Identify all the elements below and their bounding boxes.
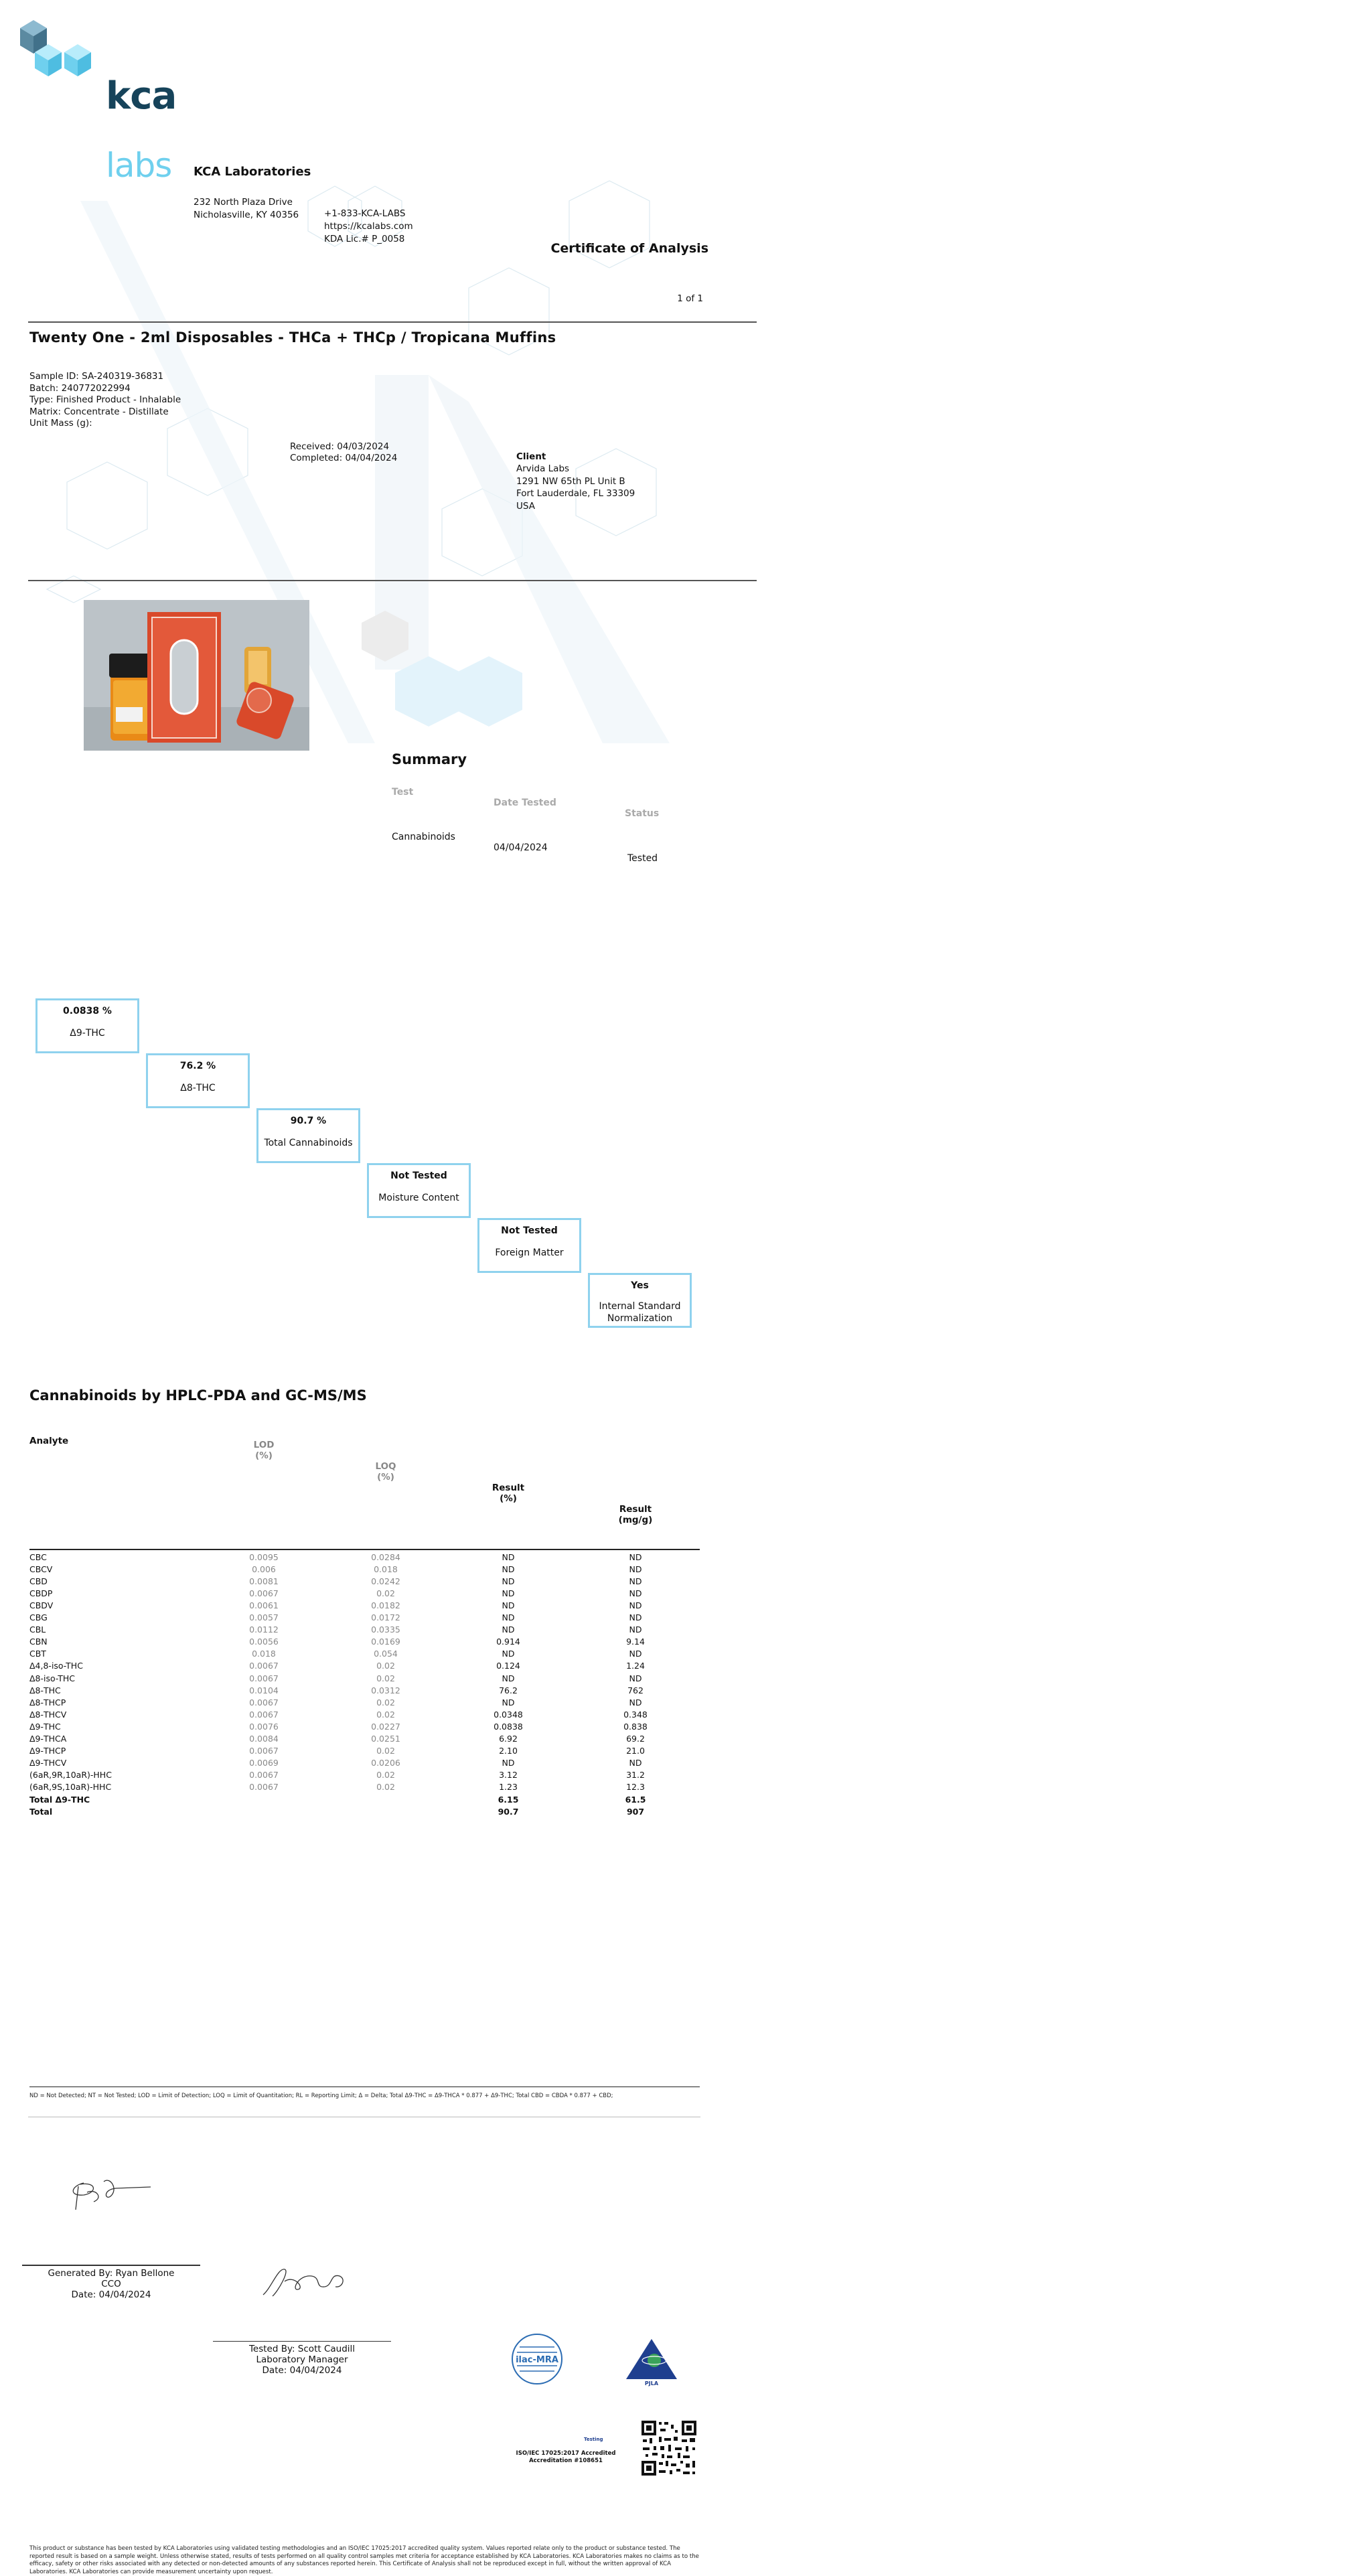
cell-loq: 0.02: [376, 1770, 395, 1781]
info-divider: [28, 580, 757, 581]
cell-result-pct: ND: [502, 1612, 515, 1622]
cell-result-pct: 3.12: [499, 1770, 518, 1781]
signature-date: Date: 04/04/2024: [262, 2365, 342, 2376]
highlight-box: [256, 1108, 360, 1163]
pjla-text: PJLA: [645, 2380, 659, 2386]
cell-result-mg: ND: [629, 1576, 642, 1586]
ilac-mra-text: ilac-MRA: [516, 2355, 558, 2365]
summary-date: 04/04/2024: [494, 842, 548, 853]
cell-lod: 0.0084: [249, 1734, 279, 1744]
received-date: Received: 04/03/2024: [290, 441, 390, 452]
cell-loq: 0.0172: [371, 1612, 400, 1622]
cell-loq: 0.0169: [371, 1637, 400, 1647]
header-divider: [28, 321, 757, 323]
table-row: [29, 1733, 700, 1745]
client-line: 1291 NW 65th PL Unit B: [516, 475, 625, 487]
summary-header-date: Date Tested: [494, 798, 556, 808]
cell-result-pct: 0.124: [496, 1661, 520, 1671]
lab-license: KDA Lic.# P_0058: [324, 234, 405, 244]
highlight-box: [35, 998, 139, 1053]
table-row: [29, 1709, 700, 1721]
column-header-text: Result: [619, 1504, 652, 1515]
table-total-row: [29, 1794, 700, 1806]
accreditation-number: Accreditation #108651: [529, 2457, 603, 2464]
cell-lod: 0.0069: [249, 1758, 279, 1768]
cell-analyte: Total Δ9-THC: [29, 1794, 90, 1805]
cell-analyte: CBT: [29, 1649, 46, 1659]
table-row: [29, 1600, 700, 1612]
cell-lod: 0.0061: [249, 1600, 279, 1610]
highlight-label: Internal Standard Normalization: [599, 1301, 681, 1324]
cell-result-mg: 0.348: [623, 1709, 648, 1720]
signer-name: Tested By: Scott Caudill: [248, 2344, 356, 2354]
cell-lod: 0.0057: [249, 1612, 279, 1622]
cell-result-mg: ND: [629, 1600, 642, 1610]
cell-result-mg: ND: [629, 1649, 642, 1659]
lab-address-line: Nicholasville, KY 40356: [194, 210, 299, 220]
logo-wordmark-labs: labs: [106, 146, 172, 185]
product-photo: [84, 600, 309, 751]
table-row: [29, 1624, 700, 1636]
unit-mass: Unit Mass (g):: [29, 418, 92, 429]
cell-analyte: CBDV: [29, 1600, 54, 1610]
cell-lod: 0.0112: [249, 1624, 279, 1635]
cell-result-pct: ND: [502, 1624, 515, 1635]
client-line: Fort Lauderdale, FL 33309: [516, 488, 635, 499]
cell-result-pct: 6.15: [498, 1794, 519, 1805]
page-number: 1 of 1: [677, 293, 703, 304]
highlight-box: [367, 1163, 471, 1218]
column-header-loq: [352, 1461, 419, 1483]
pjla-subtext: Testing: [584, 2437, 603, 2442]
table-row: [29, 1697, 700, 1709]
document-title: Certificate of Analysis: [550, 241, 708, 256]
column-header-unit: (mg/g): [618, 1515, 653, 1525]
table-row: [29, 1612, 700, 1624]
cell-result-pct: 90.7: [498, 1806, 519, 1817]
cell-analyte: CBG: [29, 1612, 48, 1622]
legal-disclaimer: This product or substance has been tested by KCA Laboratories using validated testing methodologies and an ISO/IEC 17025:2017 accredited quality system. Values reported relate only to the product or substance tested. The reported result is based on a sample weight. Unless otherwise stated, results of tests performed on all quality control samples met criteria for acceptance established by KCA Laboratories. KCA Laboratories makes no claims as to the efficacy, safety or other risks associated with any detected or non-detected amounts of any substances reported herein. This Certificate of Analysis shall not be reproduced except in full, without the written approval of KCA Laboratories. KCA Laboratories can provide measurement uncertainty upon request.: [29, 2545, 699, 2575]
cell-lod: 0.0067: [249, 1709, 279, 1720]
table-row: [29, 1564, 700, 1576]
cell-result-mg: ND: [629, 1588, 642, 1598]
cell-lod: 0.006: [252, 1564, 276, 1574]
cell-analyte: CBL: [29, 1624, 46, 1635]
cell-result-mg: 69.2: [626, 1734, 645, 1744]
signer-title: CCO: [101, 2278, 121, 2289]
signature-ryan-bellone: [64, 2170, 157, 2216]
client-heading: Client: [516, 451, 546, 462]
cell-loq: 0.0206: [371, 1758, 400, 1768]
signature-date: Date: 04/04/2024: [71, 2289, 151, 2300]
logo-cubes-icon: [17, 16, 98, 78]
cell-analyte: Δ4,8-iso-THC: [29, 1661, 83, 1671]
highlight-value: Not Tested: [390, 1170, 447, 1181]
cell-result-pct: ND: [502, 1588, 515, 1598]
table-row: [29, 1757, 700, 1769]
highlight-value: 90.7 %: [290, 1116, 327, 1126]
cell-loq: 0.0251: [371, 1734, 400, 1744]
cell-lod: 0.0067: [249, 1697, 279, 1708]
cell-loq: 0.0284: [371, 1551, 400, 1562]
table-row: [29, 1781, 700, 1793]
highlight-label: Δ9-THC: [70, 1028, 105, 1039]
cell-analyte: Δ8-THCV: [29, 1709, 67, 1720]
table-row: [29, 1745, 700, 1757]
column-header-text: LOQ: [375, 1461, 396, 1472]
table-row: [29, 1648, 700, 1660]
cell-loq: 0.02: [376, 1697, 395, 1708]
qr-code-icon[interactable]: [640, 2419, 698, 2477]
lab-name: KCA Laboratories: [194, 165, 311, 179]
lab-address-line: 232 North Plaza Drive: [194, 197, 293, 208]
cell-lod: 0.0081: [249, 1576, 279, 1586]
cell-result-mg: 907: [626, 1806, 645, 1817]
cell-analyte: CBD: [29, 1576, 48, 1586]
sample-matrix: Matrix: Concentrate - Distillate: [29, 406, 169, 417]
cell-lod: 0.0104: [249, 1685, 279, 1695]
cell-result-mg: ND: [629, 1564, 642, 1574]
sample-type: Type: Finished Product - Inhalable: [29, 394, 181, 405]
signer-name: Generated By: Ryan Bellone: [48, 2267, 175, 2279]
cannabinoids-section-title: Cannabinoids by HPLC-PDA and GC-MS/MS: [29, 1387, 367, 1404]
cell-result-pct: ND: [502, 1697, 515, 1708]
batch: Batch: 240772022994: [29, 382, 131, 394]
summary-title: Summary: [392, 751, 467, 767]
cell-loq: 0.02: [376, 1782, 395, 1793]
column-header-unit: (%): [377, 1472, 394, 1483]
cell-result-pct: 0.0348: [494, 1709, 523, 1720]
cell-result-mg: ND: [629, 1673, 642, 1683]
column-header-unit: (%): [255, 1450, 273, 1461]
table-row: [29, 1685, 700, 1697]
signature-line: [213, 2341, 391, 2342]
cell-lod: 0.018: [252, 1649, 276, 1659]
cell-analyte: CBCV: [29, 1564, 53, 1574]
cell-result-mg: 1.24: [626, 1661, 645, 1671]
cell-lod: 0.0095: [249, 1551, 279, 1562]
highlight-box: [588, 1273, 692, 1328]
cell-result-mg: ND: [629, 1758, 642, 1768]
cell-lod: 0.0067: [249, 1673, 279, 1683]
table-row: [29, 1588, 700, 1600]
summary-status: Tested: [627, 853, 658, 864]
cell-result-mg: ND: [629, 1612, 642, 1622]
highlight-box: [146, 1053, 250, 1108]
cell-lod: 0.0056: [249, 1637, 279, 1647]
highlight-value: Not Tested: [501, 1225, 558, 1236]
cell-result-pct: 2.10: [499, 1746, 518, 1756]
table-row: [29, 1721, 700, 1733]
cell-result-pct: 1.23: [499, 1782, 518, 1793]
cell-analyte: (6aR,9R,10aR)-HHC: [29, 1770, 112, 1781]
cell-lod: 0.0067: [249, 1746, 279, 1756]
cell-result-pct: ND: [502, 1564, 515, 1574]
cell-analyte: Δ8-THC: [29, 1685, 61, 1695]
column-header-result-pct: [475, 1483, 542, 1504]
cell-loq: 0.0182: [371, 1600, 400, 1610]
highlight-value: 76.2 %: [179, 1061, 216, 1071]
highlight-label: Foreign Matter: [495, 1247, 564, 1258]
table-bottom-divider: [29, 2087, 700, 2088]
cell-analyte: (6aR,9S,10aR)-HHC: [29, 1782, 112, 1793]
cell-loq: 0.054: [374, 1649, 398, 1659]
sample-meta: [29, 371, 758, 430]
cell-result-mg: 12.3: [626, 1782, 645, 1793]
cell-result-mg: 762: [627, 1685, 644, 1695]
cell-loq: 0.02: [376, 1709, 395, 1720]
cell-result-pct: ND: [502, 1673, 515, 1683]
highlight-value: 0.0838 %: [63, 1006, 112, 1016]
cell-analyte: Δ9-THCA: [29, 1734, 67, 1744]
cell-result-mg: ND: [629, 1551, 642, 1562]
cell-result-pct: ND: [502, 1758, 515, 1768]
cell-loq: 0.02: [376, 1661, 395, 1671]
table-row: [29, 1673, 700, 1685]
cell-result-mg: 9.14: [626, 1637, 645, 1647]
summary-header-test: Test: [392, 787, 414, 798]
cell-result-pct: ND: [502, 1600, 515, 1610]
cell-analyte: CBN: [29, 1637, 48, 1647]
table-row: [29, 1551, 700, 1564]
cell-result-pct: 76.2: [499, 1685, 518, 1695]
highlight-value: Yes: [631, 1280, 649, 1291]
table-row: [29, 1769, 700, 1781]
client-line: USA: [516, 500, 535, 512]
column-header-unit: (%): [500, 1493, 517, 1504]
column-header-text: Result: [492, 1483, 525, 1493]
table-footnote: ND = Not Detected; NT = Not Tested; LOD = Limit of Detection; LOQ = Limit of Quantitation; RL = Reporting Limit; Δ = Delta; Total Δ9-THC = Δ9-THCA * 0.877 + Δ9-THC; Total CBD = CBDA * 0.877 + CBD;: [29, 2093, 613, 2099]
cell-loq: 0.0242: [371, 1576, 400, 1586]
cell-analyte: Total: [29, 1806, 53, 1817]
signer-title: Laboratory Manager: [256, 2354, 348, 2365]
lab-phone: +1-833-KCA-LABS: [324, 208, 406, 219]
signature-block-generated: [22, 2268, 200, 2300]
cell-result-pct: 6.92: [499, 1734, 518, 1744]
sample-id: Sample ID: SA-240319-36831: [29, 371, 164, 382]
column-header-lod: [230, 1440, 297, 1461]
column-header-analyte: Analyte: [29, 1436, 69, 1446]
cell-loq: 0.0335: [371, 1624, 400, 1635]
ilac-mra-logo-icon: [510, 2332, 564, 2386]
cell-result-mg: 31.2: [626, 1770, 645, 1781]
logo-wordmark-kca: kca: [106, 74, 177, 118]
cell-analyte: Δ9-THC: [29, 1721, 61, 1732]
highlight-box: [477, 1218, 581, 1273]
cell-lod: 0.0067: [249, 1770, 279, 1781]
cell-result-pct: ND: [502, 1576, 515, 1586]
lab-website-link[interactable]: https://kcalabs.com: [324, 221, 413, 232]
completed-date: Completed: 04/04/2024: [290, 453, 398, 463]
cell-lod: 0.0076: [249, 1721, 279, 1732]
table-row: [29, 1576, 700, 1588]
client-info: [516, 451, 1245, 513]
cell-loq: 0.02: [376, 1673, 395, 1683]
cell-analyte: Δ8-iso-THC: [29, 1673, 76, 1683]
highlight-label: Moisture Content: [378, 1193, 459, 1203]
cell-lod: 0.0067: [249, 1782, 279, 1793]
cannabinoids-table-body: [0, 1551, 729, 1819]
cell-result-mg: ND: [629, 1624, 642, 1635]
cell-loq: 0.02: [376, 1746, 395, 1756]
cell-loq: 0.02: [376, 1588, 395, 1598]
cell-result-pct: ND: [502, 1649, 515, 1659]
column-header-text: LOD: [253, 1440, 275, 1450]
table-row: [29, 1660, 700, 1672]
accreditation-standard: ISO/IEC 17025:2017 Accredited: [516, 2450, 616, 2457]
signature-line: [22, 2265, 200, 2266]
cell-lod: 0.0067: [249, 1661, 279, 1671]
cell-analyte: Δ8-THCP: [29, 1697, 66, 1708]
table-header-divider: [29, 1549, 700, 1550]
cell-result-mg: ND: [629, 1697, 642, 1708]
cell-analyte: Δ9-THCP: [29, 1746, 66, 1756]
summary-test: Cannabinoids: [392, 832, 455, 842]
cell-loq: 0.0227: [371, 1721, 400, 1732]
highlight-label: Δ8-THC: [180, 1083, 216, 1093]
client-line: Arvida Labs: [516, 463, 570, 474]
cell-result-pct: ND: [502, 1551, 515, 1562]
cell-analyte: CBC: [29, 1551, 47, 1562]
signature-block-tested: [213, 2344, 391, 2376]
cell-result-pct: 0.0838: [494, 1721, 523, 1732]
cell-result-mg: 0.838: [623, 1721, 648, 1732]
cell-result-pct: 0.914: [496, 1637, 520, 1647]
cell-loq: 0.0312: [371, 1685, 400, 1695]
cell-loq: 0.018: [374, 1564, 398, 1574]
summary-header-status: Status: [625, 808, 660, 819]
signature-scott-caudill: [258, 2261, 352, 2301]
lab-contact: [324, 208, 1053, 246]
table-row: [29, 1636, 700, 1648]
pjla-logo-icon: [625, 2338, 678, 2386]
cell-lod: 0.0067: [249, 1588, 279, 1598]
highlight-label: Total Cannabinoids: [264, 1138, 353, 1148]
cell-result-mg: 61.5: [625, 1794, 646, 1805]
accreditation-text: [509, 2450, 623, 2465]
cell-result-mg: 21.0: [626, 1746, 645, 1756]
cell-analyte: CBDP: [29, 1588, 53, 1598]
table-total-row: [29, 1806, 700, 1818]
cell-analyte: Δ9-THCV: [29, 1758, 67, 1768]
column-header-result-mg: [602, 1504, 669, 1525]
product-title: Twenty One - 2ml Disposables - THCa + THCp / Tropicana Muffins: [29, 329, 556, 346]
